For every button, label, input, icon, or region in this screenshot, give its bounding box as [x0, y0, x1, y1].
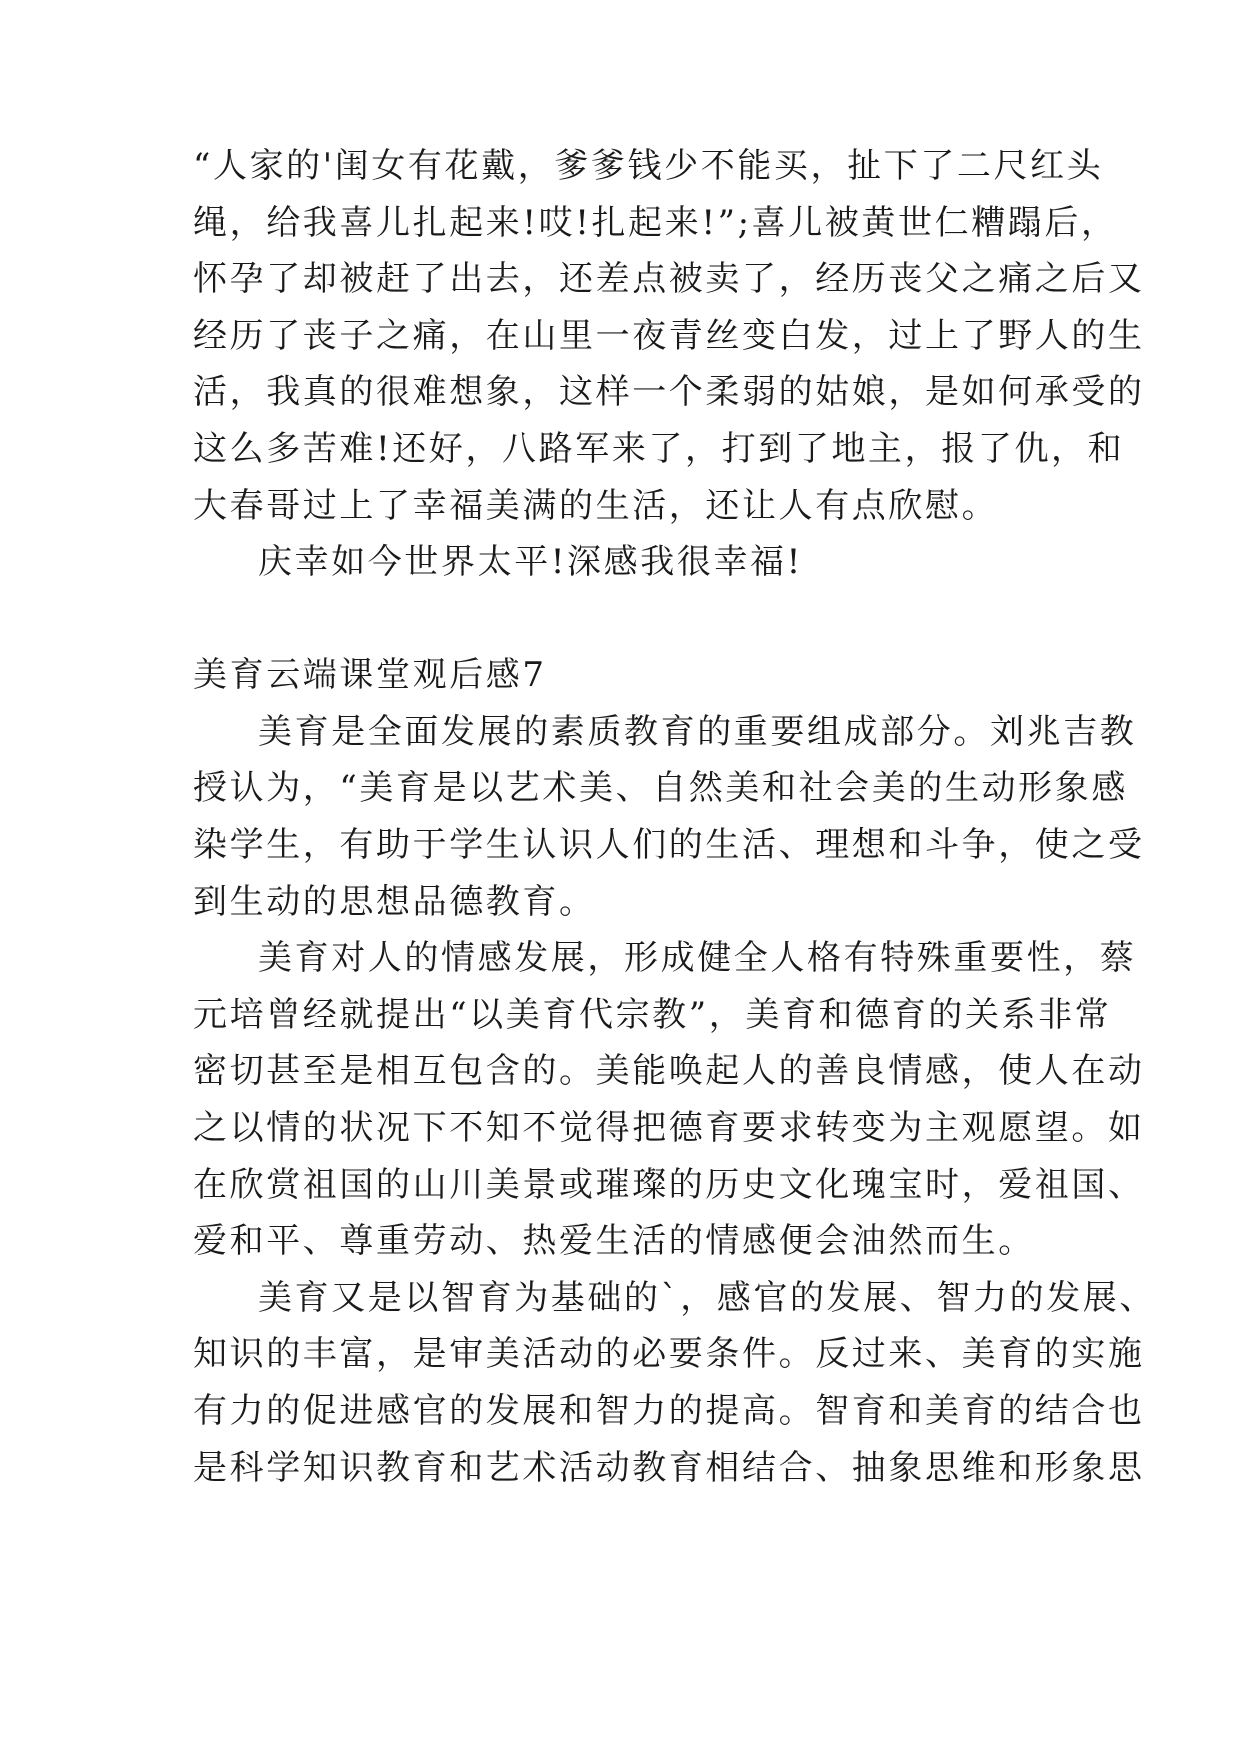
text-line: 密切甚至是相互包含的。美能唤起人的善良情感，使人在动	[193, 1051, 1145, 1091]
text-line: “人家的'闺女有花戴，爹爹钱少不能买，扯下了二尺红头	[193, 146, 1104, 186]
text-line: 美育对人的情感发展，形成健全人格有特殊重要性，蔡	[258, 938, 1137, 978]
text-line: 美育是全面发展的素质教育的重要组成部分。刘兆吉教	[258, 712, 1137, 752]
text-line: 知识的丰富，是审美活动的必要条件。反过来、美育的实施	[193, 1334, 1145, 1374]
text-line: 大春哥过上了幸福美满的生活，还让人有点欣慰。	[193, 486, 999, 526]
text-line: 爱和平、尊重劳动、热爱生活的情感便会油然而生。	[193, 1221, 1035, 1261]
text-line: 这么多苦难!还好，八路军来了，打到了地主，报了仇，和	[193, 429, 1125, 469]
text-line: 绳，给我喜儿扎起来!哎!扎起来!”;喜儿被黄世仁糟蹋后，	[193, 203, 1118, 243]
text-line: 是科学知识教育和艺术活动教育相结合、抽象思维和形象思	[193, 1448, 1145, 1488]
text-line: 染学生，有助于学生认识人们的生活、理想和斗争，使之受	[193, 825, 1145, 865]
text-line: 美育又是以智育为基础的`，感官的发展、智力的发展、	[258, 1278, 1156, 1318]
section-heading: 美育云端课堂观后感7	[193, 655, 547, 695]
text-line: 经历了丧子之痛，在山里一夜青丝变白发，过上了野人的生	[193, 316, 1145, 356]
text-line: 到生动的思想品德教育。	[193, 882, 596, 922]
text-line: 活，我真的很难想象，这样一个柔弱的姑娘，是如何承受的	[193, 372, 1145, 412]
text-line: 之以情的状况下不知不觉得把德育要求转变为主观愿望。如	[193, 1108, 1145, 1148]
text-line: 元培曾经就提出“以美育代宗教”，美育和德育的关系非常	[193, 995, 1112, 1035]
text-line: 怀孕了却被赶了出去，还差点被卖了，经历丧父之痛之后又	[193, 259, 1145, 299]
text-line: 庆幸如今世界太平!深感我很幸福!	[258, 542, 803, 582]
text-line: 授认为，“美育是以艺术美、自然美和社会美的生动形象感	[193, 768, 1128, 808]
text-line: 在欣赏祖国的山川美景或璀璨的历史文化瑰宝时，爱祖国、	[193, 1165, 1145, 1205]
text-line: 有力的促进感官的发展和智力的提高。智育和美育的结合也	[193, 1391, 1145, 1431]
